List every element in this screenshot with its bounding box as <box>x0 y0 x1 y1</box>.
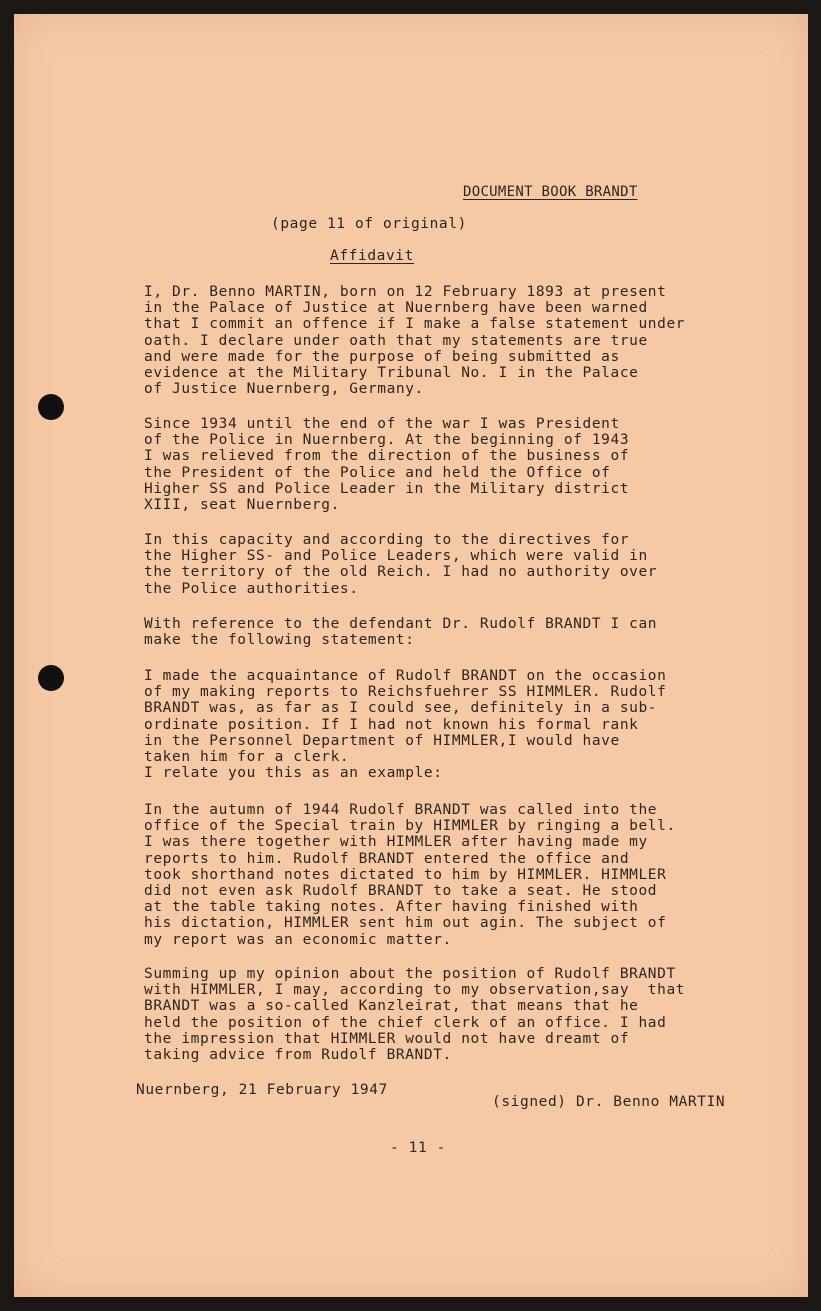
text-line: Since 1934 until the end of the war I was President <box>144 416 620 432</box>
affidavit-title: Affidavit <box>330 248 414 264</box>
text-line: did not even ask Rudolf BRANDT to take a seat. He stood <box>144 883 658 900</box>
text-line: the Police authorities. <box>144 580 359 597</box>
text-line: BRANDT was, as far as I could see, definitely in a sub- <box>144 700 658 717</box>
text-line: oath. I declare under oath that my statements are true <box>144 332 648 349</box>
text-line: reports to him. Rudolf BRANDT entered the office and <box>144 850 630 867</box>
document-book-title: DOCUMENT BOOK BRANDT <box>463 184 638 200</box>
document-page <box>14 14 808 1297</box>
paragraph-oath <box>144 284 764 397</box>
text-line: evidence at the Military Tribunal No. I in the Palace <box>144 365 639 382</box>
text-line: my report was an economic matter. <box>144 931 452 948</box>
text-line: at the table taking notes. After having finished with <box>144 899 639 916</box>
text-line: I was relieved from the direction of the business of <box>144 448 630 465</box>
text-line: office of the Special train by HIMMLER by ringing a bell. <box>144 818 676 835</box>
paragraph-acquaintance <box>144 668 764 781</box>
text-line: in the Personnel Department of HIMMLER,I would have <box>144 732 620 749</box>
text-line: taking advice from Rudolf BRANDT. <box>144 1047 452 1064</box>
text-line: of the Police in Nuernberg. At the beginning of 1943 <box>144 432 630 449</box>
page-reference: (page 11 of original) <box>271 216 467 232</box>
text-line: the impression that HIMMLER would not have dreamt of <box>144 1030 630 1047</box>
paragraph-capacity <box>144 532 764 597</box>
text-line: with HIMMLER, I may, according to my observation,say that <box>144 982 686 999</box>
text-line: I, Dr. Benno MARTIN, born on 12 February 1893 at present <box>144 284 667 300</box>
text-line: the President of the Police and held the Office of <box>144 464 611 481</box>
text-line: the territory of the old Reich. I had no authority over <box>144 564 658 581</box>
text-line: BRANDT was a so-called Kanzleirat, that means that he <box>144 998 639 1015</box>
text-line: I made the acquaintance of Rudolf BRANDT on the occasion <box>144 668 667 684</box>
text-line: Summing up my opinion about the position of Rudolf BRANDT <box>144 966 676 982</box>
text-line: held the position of the chief clerk of an office. I had <box>144 1014 667 1031</box>
text-line: taken him for a clerk. <box>144 749 350 766</box>
punch-hole-bottom <box>38 665 64 691</box>
signature: (signed) Dr. Benno MARTIN <box>492 1094 726 1110</box>
page-number: - 11 - <box>390 1140 446 1156</box>
punch-hole-top <box>38 394 64 420</box>
text-line: I relate you this as an example: <box>144 765 443 782</box>
text-line: In this capacity and according to the directives for <box>144 532 630 548</box>
text-line: I was there together with HIMMLER after having made my <box>144 834 648 851</box>
text-line: in the Palace of Justice at Nuernberg have been warned <box>144 300 648 317</box>
text-line: In the autumn of 1944 Rudolf BRANDT was called into the <box>144 802 658 818</box>
paragraph-summary <box>144 966 764 1063</box>
paragraph-autumn-1944 <box>144 802 764 948</box>
text-line: With reference to the defendant Dr. Rudolf BRANDT I can <box>144 616 658 632</box>
text-line: and were made for the purpose of being submitted as <box>144 348 620 365</box>
text-line: of Justice Nuernberg, Germany. <box>144 381 424 398</box>
paragraph-reference <box>144 616 764 648</box>
text-line: took shorthand notes dictated to him by HIMMLER. HIMMLER <box>144 866 667 883</box>
text-line: his dictation, HIMMLER sent him out agin. The subject of <box>144 915 667 932</box>
text-line: make the following statement: <box>144 632 415 649</box>
text-line: of my making reports to Reichsfuehrer SS HIMMLER. Rudolf <box>144 684 667 701</box>
text-line: XIII, seat Nuernberg. <box>144 497 340 514</box>
place-and-date: Nuernberg, 21 February 1947 <box>136 1082 388 1098</box>
text-line: the Higher SS- and Police Leaders, which were valid in <box>144 548 648 565</box>
text-line: ordinate position. If I had not known his formal rank <box>144 716 639 733</box>
text-line: Higher SS and Police Leader in the Military district <box>144 480 630 497</box>
text-line: that I commit an offence if I make a false statement under <box>144 316 686 333</box>
paragraph-president <box>144 416 764 513</box>
